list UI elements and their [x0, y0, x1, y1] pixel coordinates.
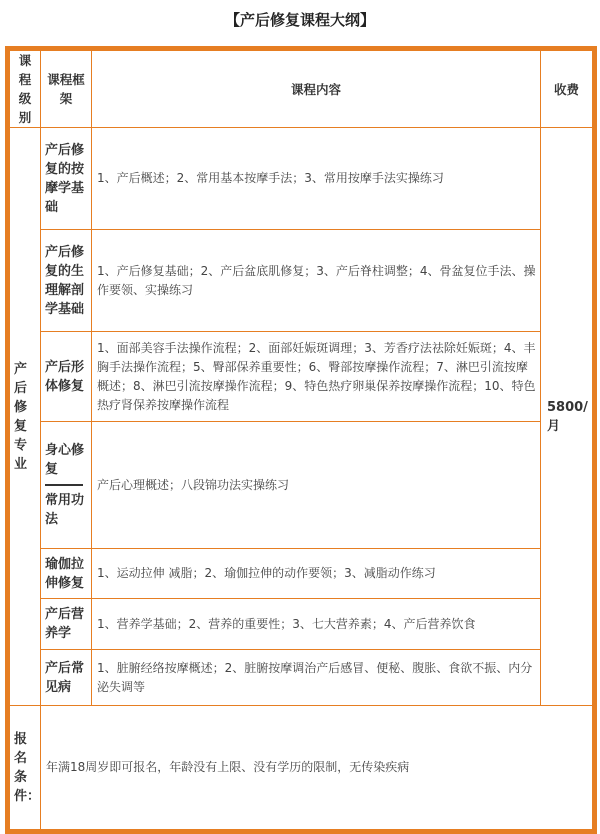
- course-frame: 产后修复的按摩学基础: [41, 128, 92, 230]
- course-frame: 产后修复的生理解剖学基础: [41, 230, 92, 332]
- table-row: [8, 128, 595, 230]
- course-frame: 产后营养学: [41, 599, 92, 650]
- course-content: 1、脏腑经络按摩概述；2、脏腑按摩调治产后感冒、便秘、腹胀、食欲不振、内分泌失调等: [92, 650, 541, 706]
- table-row: [8, 332, 595, 422]
- table-row: [8, 549, 595, 599]
- table-row: [8, 650, 595, 706]
- course-content: 1、营养学基础；2、营养的重要性；3、七大营养素；4、产后营养饮食: [92, 599, 541, 650]
- page-title: 【产后修复课程大纲】: [224, 11, 375, 29]
- header-fee: 收费: [541, 49, 595, 128]
- course-outline-table: [5, 46, 597, 834]
- header-content: 课程内容: [92, 49, 541, 128]
- course-content: 产后心理概述；八段锦功法实操练习: [92, 422, 541, 549]
- course-content: 1、产后修复基础；2、产后盆底肌修复；3、产后脊柱调整；4、骨盆复位手法、操作要领、实操练习: [92, 230, 541, 332]
- course-content: 1、运动拉伸 减脂；2、瑜伽拉伸的动作要领；3、减脂动作练习: [92, 549, 541, 599]
- course-frame: 瑜伽拉伸修复: [41, 549, 92, 599]
- course-frame: 产后常见病: [41, 650, 92, 706]
- table-row: [8, 230, 595, 332]
- course-frame: [41, 422, 92, 549]
- requirements-text: 年满18周岁即可报名，年龄没有上限、没有学历的限制，无传染疾病: [41, 706, 595, 832]
- header-level: 课程级别: [8, 49, 41, 128]
- course-frame-top: 身心修复: [45, 443, 85, 477]
- course-content: 1、产后概述；2、常用基本按摩手法；3、常用按摩手法实操练习: [92, 128, 541, 230]
- table-row: [8, 599, 595, 650]
- header-frame: 课程框架: [41, 49, 92, 128]
- course-frame: 产后形体修复: [41, 332, 92, 422]
- table-row: [8, 422, 595, 549]
- course-fee: 5800/月: [541, 128, 595, 706]
- requirements-row: [8, 706, 595, 832]
- course-frame-bottom: 常用功法: [45, 493, 85, 527]
- course-content: 1、面部美容手法操作流程；2、面部妊娠斑调理；3、芳香疗法祛除妊娠斑；4、丰胸手法操作流程；5、臀部保养重要性；6、臀部按摩操作流程；7、淋巴引流按摩概述；8、淋巴引流按摩操作流程；9、特色热疗卵巢保养按摩操作流程；10、特色热疗肾保养按摩操作流程: [92, 332, 541, 422]
- frame-divider: [45, 484, 83, 486]
- course-level: 产后修复专业: [8, 128, 41, 706]
- header-row: [8, 49, 595, 128]
- requirements-label: 报名条件：: [8, 706, 41, 832]
